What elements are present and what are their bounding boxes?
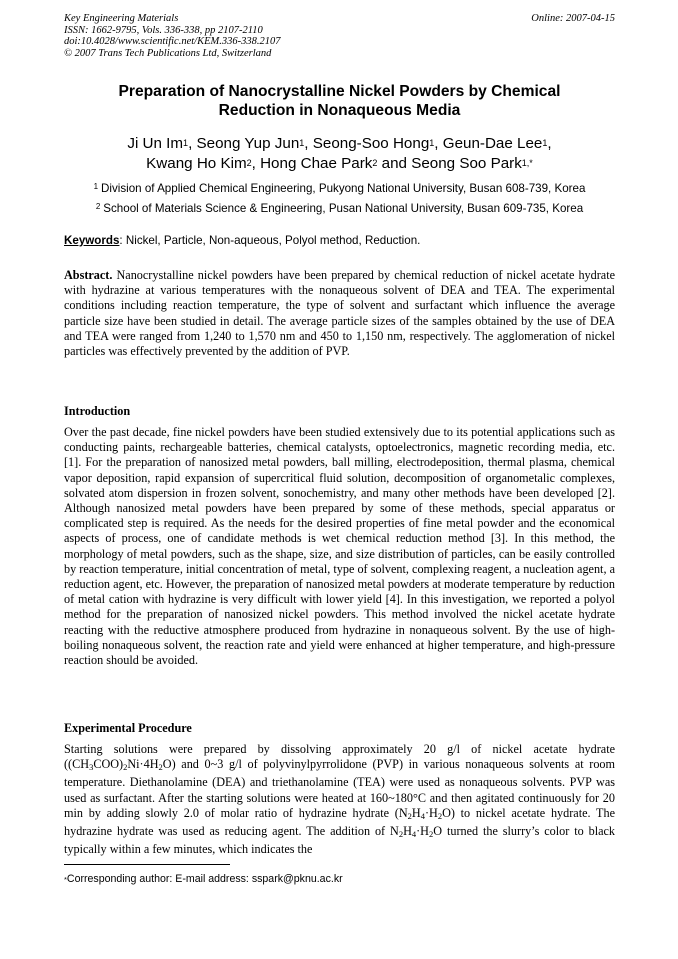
separator: and — [377, 155, 412, 172]
journal-name: Key Engineering Materials — [64, 13, 179, 24]
author-name: Kwang Ho Kim — [146, 155, 247, 172]
affiliation-mark: 1 — [542, 138, 548, 148]
author-list — [64, 134, 615, 174]
separator: , — [434, 135, 443, 152]
introduction-heading: Introduction — [64, 404, 131, 418]
affiliation-mark: 1 — [183, 138, 189, 148]
text-run: Starting solutions were prepared by dissolving approximately 20 g/l of nickel acetate hydrate ((CH — [64, 742, 615, 772]
subscript: 2 — [437, 810, 443, 821]
footnote-divider — [64, 864, 230, 865]
subscript: 4 — [420, 810, 425, 821]
title-line-2: Reduction in Nonaqueous Media — [218, 102, 461, 119]
subscript: 2 — [398, 829, 404, 840]
subscript: 4 — [411, 829, 417, 840]
introduction-text: Over the past decade, fine nickel powders have been studied extensively due to its potential applications such as conducting paints, rechargeable batteries, chemical catalysts, optoelectronics, magnetic recording media, etc. [1]. For the preparation of nanosized metal powders, ball milling, electrodeposition, thermal plasma, chemical vapor deposition, rapid expansion of supercritical fluid solution, decomposition of organometalic complexes, solvated atom dispersion in frozen solvent, sonochemistry, and many other methods have been developed [2]. Although nanosized metal powders have been prepared by some of these methods, special apparatus or complicated step is required. As the needs for the desired properties of fine metal powder and the economical aspects of process, one of candidate methods is wet chemical reduction method [3]. In this method, the morphology of metal powders, such as the shape, size, and size distribution of particles, can be easily controlled by reaction temperature, initial concentration of metal, type of solvent, complexing reagent, a nucleation agent, a reduction agent, etc. However, the preparation of nanosized metal powders at moderate temperature by reduction of metal cation with hydrazine is very difficult with lower yield [4]. In this investigation, we reported a polyol method for the preparation of nanosized nickel powders. This method involved the nickel acetate hydrate reacting with the reductive atmosphere produced from hydrazine in nonaqueous solvent. By the use of high-boiling nonaqueous solvent, the reaction rate and yield were enhanced at higher temperature, and high-pressure reaction should be avoided. — [64, 425, 615, 668]
online-date: Online: 2007-04-15 — [531, 13, 615, 24]
journal-metadata — [64, 13, 281, 59]
author-line-1: Ji Un Im$^1$, Seong Yup Jun$^1$, Seong-Soo Hong$^1$, Geun-Dae Lee$^1$, — [127, 135, 552, 152]
abstract-text: Nanocrystalline nickel powders have been prepared by chemical reduction of nickel acetate hydrate with hydrazine at various temperatures with the nonaqueous solvent of DEA and TEA. The experimental conditions including reaction temperature, the type of solvent and surfactant which influence the average particle size have been studied in detail. The average particle sizes of the samples obtained by the use of DEA and TEA were ranged from 1,240 to 1,570 nm and 450 to 1,150 nm, respectively. The agglomeration of nickel particles was effectively prevented by the addition of PVP. — [64, 268, 615, 359]
author-name: Seong Yup Jun — [196, 135, 300, 152]
author-name: Seong Soo Park — [411, 155, 522, 172]
text-run: Ni·4H — [127, 757, 159, 772]
footnote-text: Corresponding author: E-mail address: sspark@pknu.ac.kr — [66, 873, 343, 885]
text-run: H — [403, 824, 412, 839]
text-run: O) and 0~3 g/l of polyvinylpyrrolidone (PVP) in various nonaqueous solvents at room temperature. Diethanolamine (DEA) and triethanolamine (TEA) were used as nonaqueous solvents. PVP was used as surfactant. After the starting solutions were heated at 160~180°C and then agitated continuously for 20 min by adding slowly 2.0 of molar ratio of hydrazine hydrate (N — [64, 757, 615, 820]
separator: , — [304, 135, 313, 152]
affiliation-text: Division of Applied Chemical Engineering, Pukyong National University, Busan 608-739, Korea — [101, 182, 586, 195]
affiliation-mark: 1 — [299, 138, 305, 148]
paper-title — [64, 82, 615, 120]
text-run: O) to nickel acetate hydrate. The hydrazine hydrate was used as reducing agent. The addition of N — [64, 805, 615, 839]
author-name: Ji Un Im — [127, 135, 184, 152]
title-line-1: Preparation of Nanocrystalline Nickel Powders by Chemical — [118, 83, 561, 100]
subscript: 2 — [123, 762, 128, 773]
affiliation-mark: 2 — [372, 158, 378, 168]
author-name: Seong-Soo Hong — [312, 135, 430, 152]
author-name: Geun-Dae Lee — [442, 135, 543, 152]
experimental-text — [64, 742, 615, 857]
copyright-line: © 2007 Trans Tech Publications Ltd, Switzerland — [64, 47, 272, 59]
author-name: Hong Chae Park — [260, 155, 373, 172]
separator: , — [188, 135, 197, 152]
affiliations — [64, 179, 615, 219]
keywords — [64, 234, 420, 248]
keywords-label: Keywords — [64, 234, 120, 247]
affiliation-number: 1 — [93, 182, 99, 191]
subscript: 2 — [429, 829, 434, 840]
text-run: COO) — [93, 757, 124, 772]
text-run: O turned the slurry’s color to black typically within a few minutes, which indicates the — [64, 824, 615, 857]
footnote-mark: * — [64, 875, 67, 884]
text-run: ·H — [416, 824, 429, 839]
abstract-label: Abstract. — [64, 268, 113, 282]
affiliation-text: School of Materials Science & Engineering, Pusan National University, Busan 609-735, Korea — [103, 202, 584, 215]
affiliation-mark: 2 — [246, 158, 252, 168]
affiliation-1 — [64, 179, 615, 199]
text-run: ·H — [424, 805, 438, 820]
subscript: 2 — [158, 762, 163, 773]
issn-line: ISSN: 1662-9795, Vols. 336-338, pp 2107-2110 — [64, 24, 263, 36]
affiliation-mark: 1,* — [521, 158, 533, 168]
keywords-text: : Nickel, Particle, Non-aqueous, Polyol method, Reduction. — [119, 234, 421, 247]
affiliation-mark: 1 — [429, 138, 435, 148]
text-run: H — [411, 805, 421, 820]
separator: , — [251, 155, 261, 172]
subscript: 3 — [89, 762, 94, 773]
affiliation-2 — [64, 199, 615, 219]
affiliation-number: 2 — [95, 202, 101, 211]
doi-line[interactable]: doi:10.4028/www.scientific.net/KEM.336-338.2107 — [64, 36, 281, 47]
footnote — [64, 873, 343, 886]
abstract — [64, 268, 615, 359]
author-line-2 — [64, 154, 615, 174]
experimental-heading: Experimental Procedure — [64, 721, 192, 735]
subscript: 2 — [407, 810, 412, 821]
